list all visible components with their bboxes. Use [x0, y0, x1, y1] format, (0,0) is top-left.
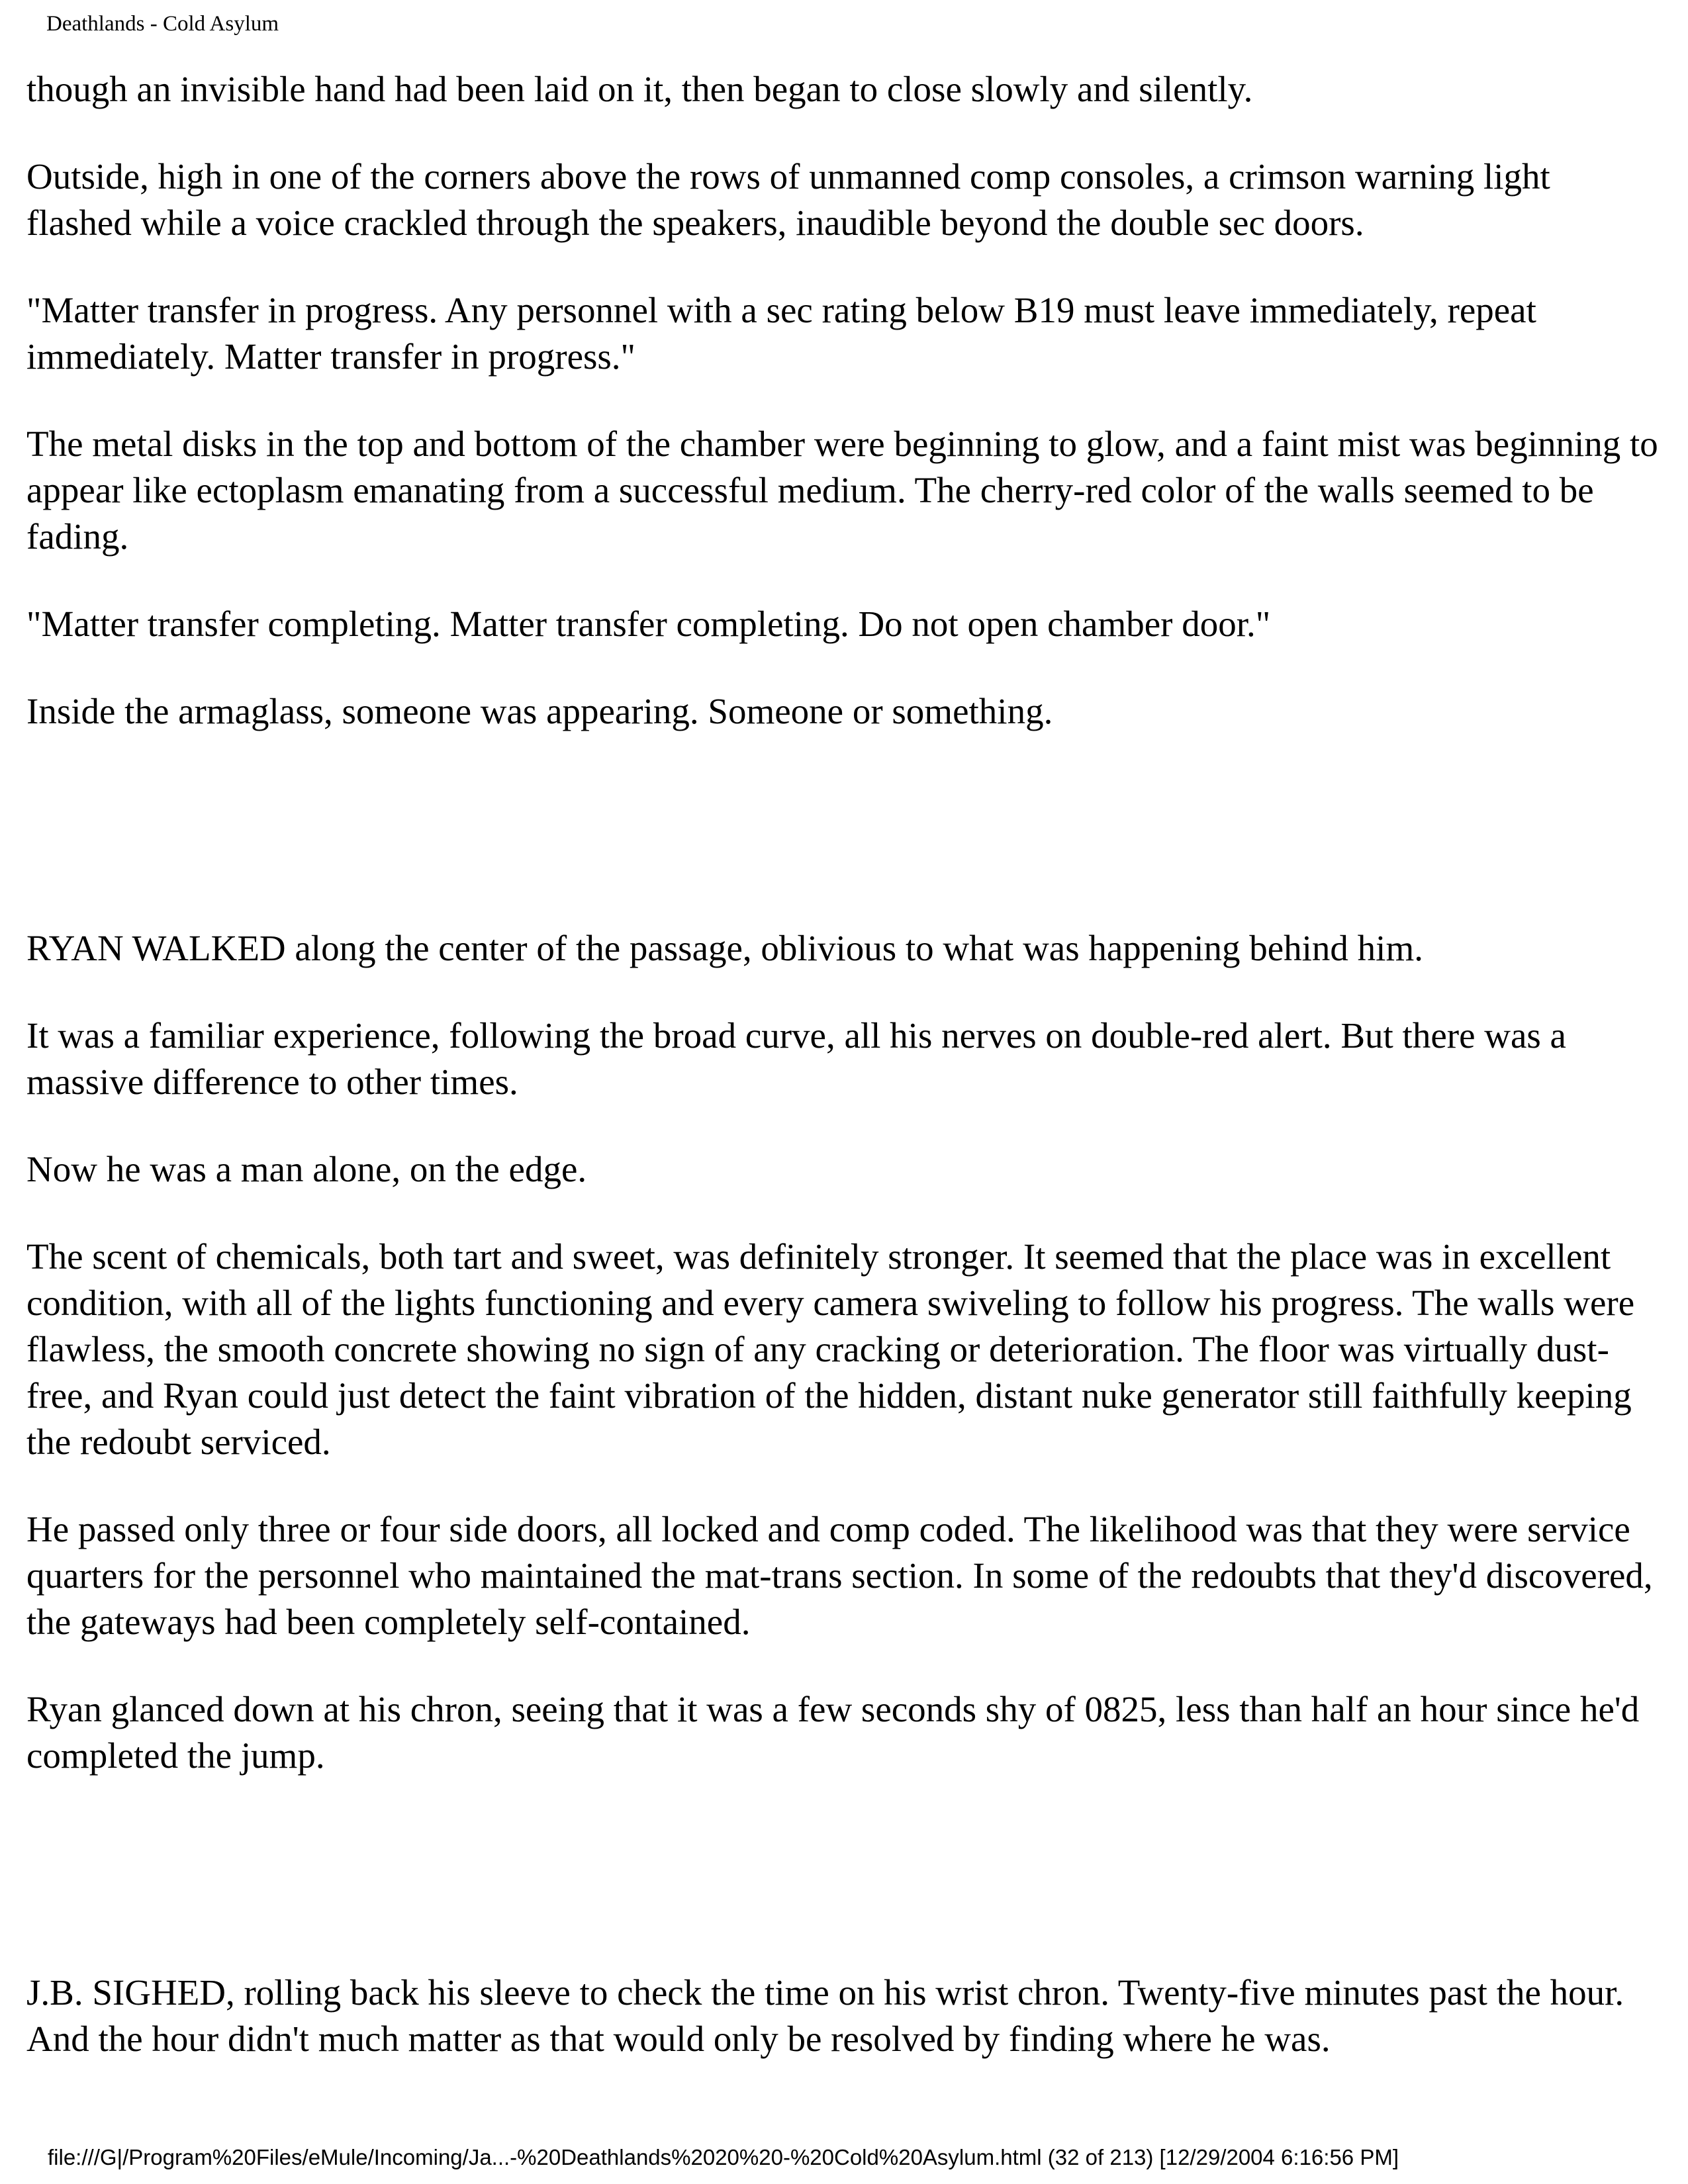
document-body	[26, 66, 1662, 2103]
paragraph: Now he was a man alone, on the edge.	[26, 1149, 587, 1189]
scene-break	[26, 1820, 1662, 1970]
paragraph: "Matter transfer in progress. Any personnel with a sec rating below B19 must leave immediately, repeat immediately. Matter transfer in progress."	[26, 290, 1536, 377]
paragraph: Ryan glanced down at his chron, seeing that it was a few seconds shy of 0825, less than half an hour since he'd completed the jump.	[26, 1689, 1640, 1776]
paragraph: The metal disks in the top and bottom of the chamber were beginning to glow, and a faint mist was beginning to appear like ectoplasm emanating from a successful medium. The cherry-red color of the walls seemed to be fading.	[26, 424, 1658, 557]
page-header-title: Deathlands - Cold Asylum	[46, 12, 279, 36]
paragraph: Outside, high in one of the corners above the rows of unmanned comp consoles, a crimson warning light flashed while a voice crackled through the speakers, inaudible beyond the double sec doors.	[26, 156, 1550, 243]
paragraph: The scent of chemicals, both tart and sweet, was definitely stronger. It seemed that the place was in excellent condition, with all of the lights functioning and every camera swiveling to follow his progress. The walls were flawless, the smooth concrete showing no sign of any cracking or deterioration. The floor was virtually dust-free, and Ryan could just detect the faint vibration of the hidden, distant nuke generator still faithfully keeping the redoubt serviced.	[26, 1236, 1635, 1462]
paragraph: though an invisible hand had been laid on it, then began to close slowly and silently.	[26, 69, 1253, 109]
page-footer-url: file:///G|/Program%20Files/eMule/Incoming/Ja...-%20Deathlands%2020%20-%20Cold%20Asylum.html (32 of 213) [12/29/2004 6:16:56 PM]	[48, 2145, 1399, 2169]
scene-break	[26, 776, 1662, 925]
paragraph: He passed only three or four side doors, all locked and comp coded. The likelihood was that they were service quarters for the personnel who maintained the mat-trans section. In some of the redoubts that they'd discovered, the gateways had been completely self-contained.	[26, 1509, 1653, 1642]
paragraph: RYAN WALKED along the center of the passage, oblivious to what was happening behind him.	[26, 928, 1423, 968]
paragraph: Inside the armaglass, someone was appearing. Someone or something.	[26, 691, 1053, 731]
paragraph: J.B. SIGHED, rolling back his sleeve to check the time on his wrist chron. Twenty-five minutes past the hour. And the hour didn't much matter as that would only be resolved by finding where he was.	[26, 1972, 1624, 2059]
paragraph: It was a familiar experience, following the broad curve, all his nerves on double-red alert. But there was a massive difference to other times.	[26, 1015, 1566, 1102]
paragraph: "Matter transfer completing. Matter transfer completing. Do not open chamber door."	[26, 604, 1271, 644]
